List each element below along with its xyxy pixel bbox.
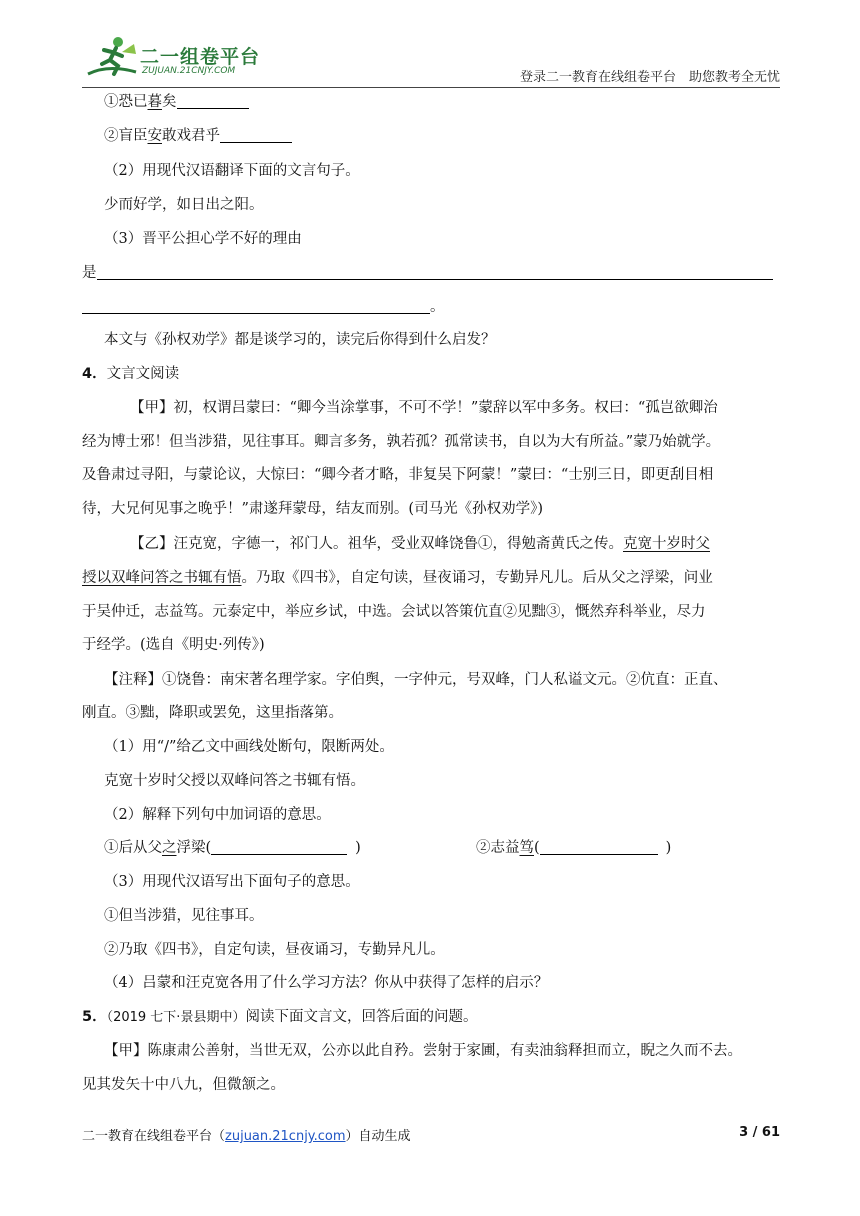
answer-blank[interactable] <box>82 295 430 314</box>
q4-note-line: 【注释】①饶鲁：南宋著名理学家。字伯舆，一字仲元，号双峰，门人私谥文元。②伉直：正直、 <box>104 672 728 688</box>
q3-sub3-answer-line1: 是 <box>82 259 773 287</box>
header-tagline: 登录二一教育在线组卷平台 助您教考全无忧 <box>519 70 780 85</box>
q3-sub4-label: 本文与《孙权劝学》都是谈学习的，读完后你得到什么启发？ <box>104 332 496 348</box>
q4-sub2-item-a: ①后从父之浮梁( ) <box>104 834 361 862</box>
answer-blank[interactable] <box>211 836 347 855</box>
q3-sub2-label: （2）用现代汉语翻译下面的文言句子。 <box>104 163 360 179</box>
q4-sub4-label: （4）吕蒙和汪克宽各用了什么学习方法？你从中获得了怎样的启示？ <box>104 975 549 991</box>
page-number: 3 / 61 <box>739 1125 780 1140</box>
q5-title: 阅读下面文言文，回答后面的问题。 <box>245 1009 478 1025</box>
answer-blank[interactable] <box>540 836 658 855</box>
q4-jia-line: 【甲】初，权谓吕蒙曰：“卿今当涂掌事，不可不学！”蒙辞以军中多务。权曰：“孤岂欲卿治 <box>130 400 718 416</box>
q3-sub3-answer-line2: 。 <box>82 293 445 321</box>
q4-sub2-label: （2）解释下列句中加词语的意思。 <box>104 807 331 823</box>
page-footer-source: 二一教育在线组卷平台（zujuan.21cnjy.com）自动生成 <box>82 1129 411 1144</box>
q4-sub3-label: （3）用现代汉语写出下面句子的意思。 <box>104 874 360 890</box>
q4-sub3-item-a: ①但当涉猎，见往事耳。 <box>104 908 264 924</box>
answer-blank[interactable] <box>177 90 249 109</box>
q3-sub1-item-a: ①恐已暮矣 <box>104 88 249 116</box>
q4-yi-line: 【乙】汪克宽，字德一，祁门人。祖华，受业双峰饶鲁①，得勉斋黄氏之传。克宽十岁时父 <box>130 536 710 552</box>
q4-jia-line: 待，大兄何见事之晚乎！”肃遂拜蒙母，结友而别。(司马光《孙权劝学》) <box>82 501 543 517</box>
q4-yi-line: 于吴仲迁，志益笃。元泰定中，举应乡试，中选。会试以答策伉直②见黜③，慨然弃科举业，尽力 <box>82 604 706 620</box>
q4-sub3-item-b: ②乃取《四书》，自定句读，昼夜诵习，专勤异凡儿。 <box>104 942 445 958</box>
q5-jia-line: 见其发矢十中八九，但微颔之。 <box>82 1077 285 1093</box>
q4-underlined-passage: 克宽十岁时父 <box>623 536 710 552</box>
q4-yi-line: 授以双峰问答之书辄有悟。乃取《四书》，自定句读，昼夜诵习，专勤异凡儿。后从父之浮梁，问业 <box>82 570 713 586</box>
q4-jia-line: 及鲁肃过寻阳，与蒙论议，大惊曰：“卿今者才略，非复吴下阿蒙！”蒙曰：“士别三日，即更刮目相 <box>82 467 714 483</box>
footer-link[interactable]: zujuan.21cnjy.com <box>225 1129 346 1144</box>
q4-note-line: 刚直。③黜，降职或罢免，这里指落第。 <box>82 705 343 721</box>
q4-yi-line: 于经学。(选自《明史·列传》) <box>82 637 265 653</box>
q5-jia-line: 【甲】陈康肃公善射，当世无双，公亦以此自矜。尝射于家圃，有卖油翁释担而立，睨之久而不去。 <box>104 1043 742 1059</box>
q3-keyword-a: 暮 <box>147 94 162 110</box>
q4-jia-line: 经为博士邪！但当涉猎，见往事耳。卿言多务，孰若孤？孤常读书，自以为大有所益。”蒙乃始就学。 <box>82 434 721 450</box>
runner-logo-icon <box>82 34 142 84</box>
platform-logo[interactable] <box>82 34 282 84</box>
logo-url: ZUJUAN.21CNJY.COM <box>142 66 236 76</box>
q4-keyword-a: 之 <box>162 840 177 856</box>
logo-title: 二一组卷平台 <box>140 46 261 68</box>
q3-sub3-label: （3）晋平公担心学不好的理由 <box>104 231 302 247</box>
q4-sub1-label: （1）用“/”给乙文中画线处断句，限断两处。 <box>104 739 394 755</box>
answer-blank[interactable] <box>220 124 292 143</box>
answer-blank[interactable] <box>97 261 773 280</box>
q4-sub1-sentence: 克宽十岁时父授以双峰问答之书辄有悟。 <box>104 773 365 789</box>
q3-keyword-b: 安 <box>147 128 162 144</box>
q5-number: 5． <box>82 1009 107 1025</box>
q4-number: 4． <box>82 366 107 382</box>
q5-source: （2019 七下·景县期中） <box>106 1010 246 1025</box>
q3-sub2-sentence: 少而好学，如日出之阳。 <box>104 197 264 213</box>
q5-heading <box>82 1003 477 1031</box>
q4-underlined-passage: 授以双峰问答之书辄有悟 <box>82 570 242 586</box>
q4-heading <box>82 360 179 388</box>
q4-title: 文言文阅读 <box>106 366 180 382</box>
q4-keyword-b: 笃 <box>519 840 534 856</box>
q4-sub2-item-b: ②志益笃( ) <box>476 834 671 862</box>
q3-sub1-item-b: ②盲臣安敢戏君乎 <box>104 122 292 150</box>
page-header <box>82 34 780 86</box>
